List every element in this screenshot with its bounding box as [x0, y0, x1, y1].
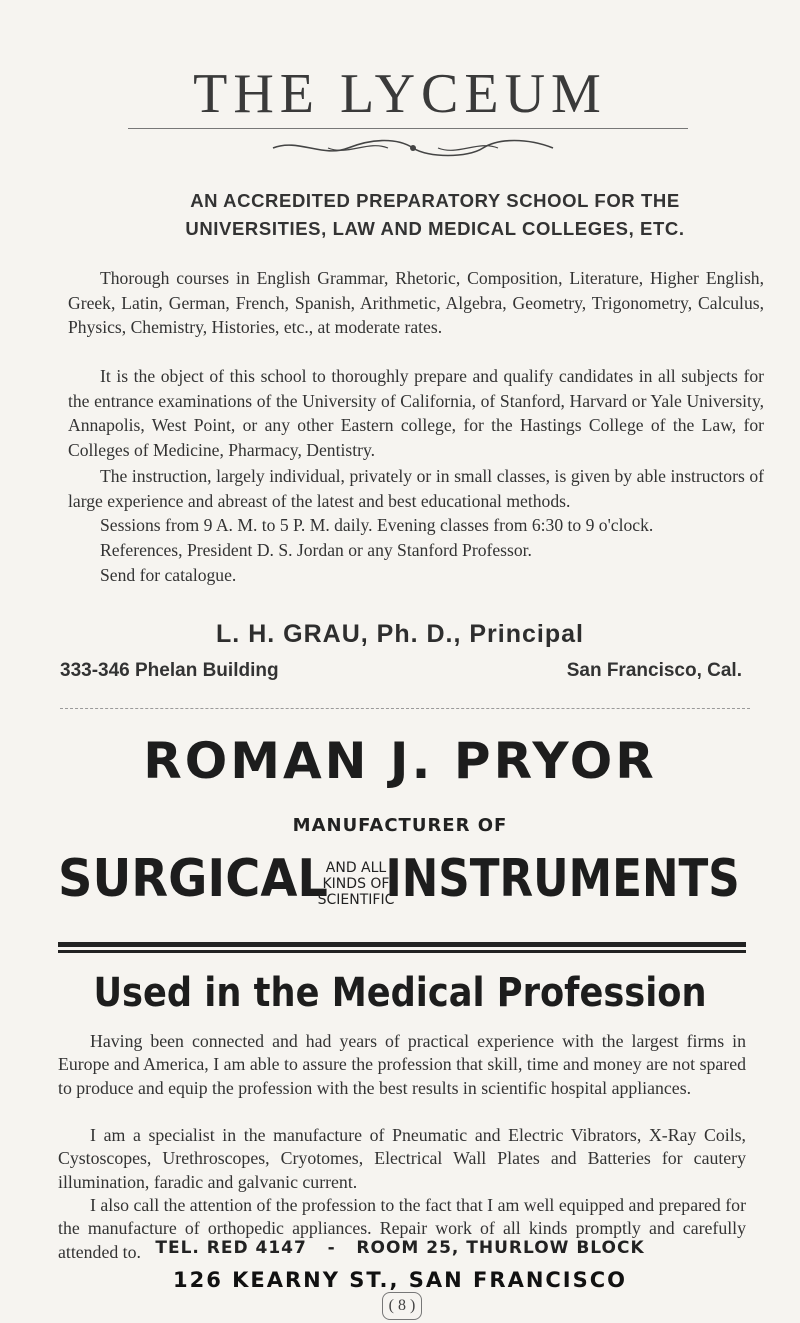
pryor-kinds-line1: AND ALL KINDS OF: [322, 860, 390, 892]
heavy-rule: [58, 942, 746, 947]
lyceum-city: San Francisco, Cal.: [566, 660, 742, 681]
pryor-contact-address: 126 KEARNY ST., SAN FRANCISCO: [172, 1268, 628, 1292]
lyceum-address: 333-346 Phelan Building: [60, 660, 279, 681]
ad-separator: [60, 708, 750, 709]
pryor-manufacturer-of: MANUFACTURER OF: [292, 815, 508, 836]
lyceum-subtitle-line2: UNIVERSITIES, LAW AND MEDICAL COLLEGES, ETC.: [185, 218, 685, 239]
lyceum-subtitle-line1: AN ACCREDITED PREPARATORY SCHOOL FOR THE: [190, 190, 680, 211]
pryor-kinds-line2: SCIENTIFIC: [317, 892, 395, 908]
ornament-flourish-icon: [268, 136, 558, 160]
lyceum-principal: L. H. GRAU, Ph. D., Principal: [216, 620, 584, 648]
lyceum-object-paragraph: It is the object of this school to thoroughly prepare and qualify candidates in all subjects for the entrance examinations of the University of California, of Stanford, Harvard or Yale University, Annapolis, West Point, or any other Eastern college, for the Hastings College of the Law, for Colleges of Medicine, Pharmacy, Dentistry.: [68, 366, 764, 460]
lyceum-courses-paragraph: Thorough courses in English Grammar, Rhetoric, Composition, Literature, Higher English, Greek, Latin, German, French, Spanish, Arithmetic, Algebra, Geometry, Trigonometry, Calculus, Physics, Chemistry, Histories, etc., at moderate rates.: [68, 268, 764, 338]
pryor-headline: Used in the Medical Profession: [93, 970, 707, 1016]
lyceum-instruction-paragraph: The instruction, largely individual, privately or in small classes, is given by able instructors of large experience and abreast of the latest and best educational methods.: [68, 466, 764, 511]
thin-rule: [58, 950, 746, 953]
pryor-specialist-paragraph: I am a specialist in the manufacture of Pneumatic and Electric Vibrators, X-Ray Coils, Cystoscopes, Urethroscopes, Cryotomes, Electrical Wall Plates and Batteries for cautery illumination, faradic and galvanic current.: [58, 1125, 746, 1192]
page-number: ( 8 ): [382, 1292, 422, 1320]
title-rule: [128, 128, 688, 129]
pryor-contact-phone-room: TEL. RED 4147 - ROOM 25, THURLOW BLOCK: [155, 1238, 645, 1258]
lyceum-references: References, President D. S. Jordan or any Stanford Professor.: [100, 540, 532, 560]
pryor-name: ROMAN J. PRYOR: [143, 732, 657, 790]
pryor-instruments: INSTRUMENTS: [385, 849, 740, 909]
lyceum-catalogue: Send for catalogue.: [100, 565, 237, 585]
pryor-surgical: SURGICAL: [58, 849, 328, 909]
pryor-experience-paragraph: Having been connected and had years of practical experience with the largest firms in Europe and America, I am able to assure the profession that skill, time and money are not spared to produce and equip the profession with the best results in scientific hospital appliances.: [58, 1031, 746, 1098]
lyceum-title: THE LYCEUM: [193, 63, 607, 125]
lyceum-sessions: Sessions from 9 A. M. to 5 P. M. daily. Evening classes from 6:30 to 9 o'clock.: [100, 515, 654, 535]
pryor-orthopedic-paragraph: I also call the attention of the profession to the fact that I am well equipped and prepared for the manufacture of orthopedic appliances. Repair work of all kinds promptly and carefully attended to.: [58, 1195, 746, 1262]
